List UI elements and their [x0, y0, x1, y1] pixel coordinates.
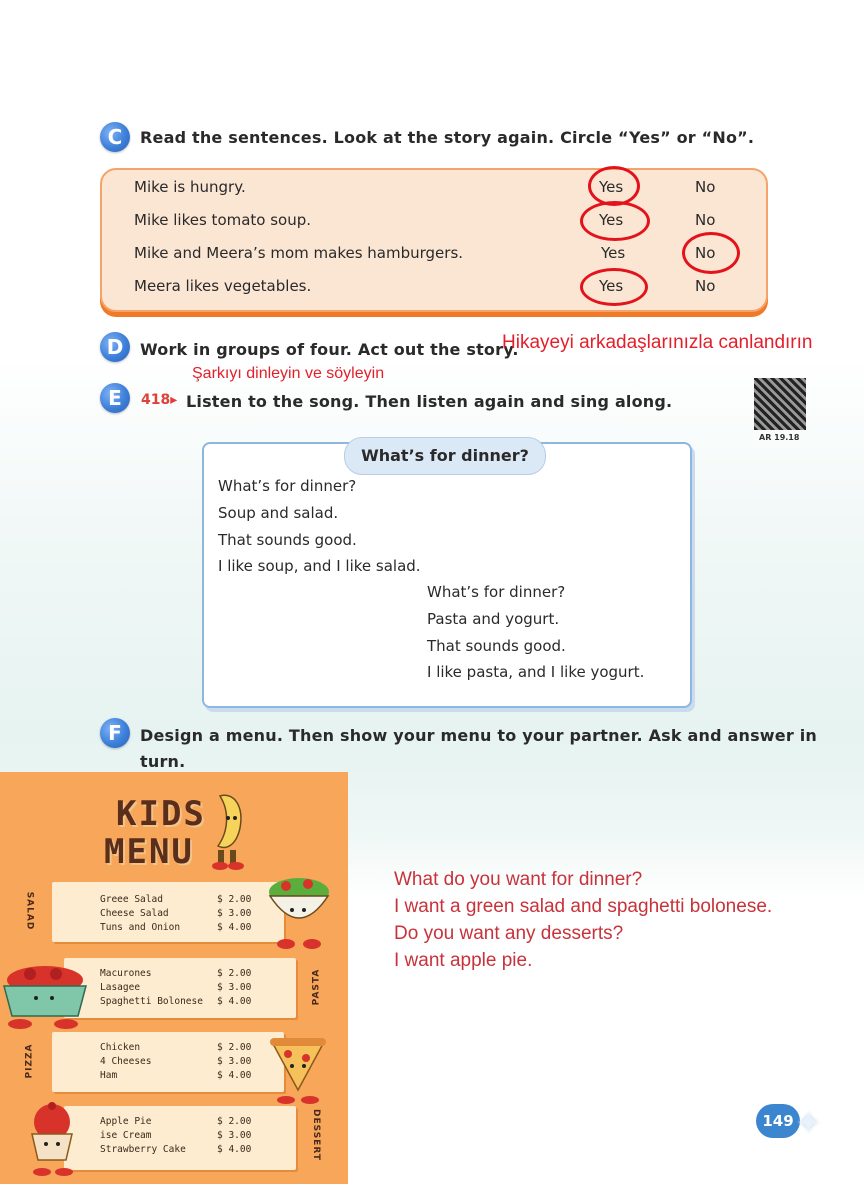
- section-f-instruction-line1: Design a menu. Then show your menu to your partner. Ask and answer in: [140, 726, 817, 745]
- salad-bowl-mascot-icon: [264, 870, 334, 950]
- answer-circle-2: [580, 201, 650, 241]
- section-d-translation: Hikayeyi arkadaşlarınızla canlandırın: [502, 332, 813, 353]
- menu-price: $ 3.00: [217, 982, 252, 993]
- song-line: I like pasta, and I like yogurt.: [427, 663, 645, 681]
- ar-code-label: AR 19.18: [759, 433, 800, 442]
- menu-title-kids: KIDS: [116, 794, 206, 834]
- audio-play-icon: ▸: [170, 392, 178, 408]
- menu-price: $ 3.00: [217, 1056, 252, 1067]
- song-line: I like soup, and I like salad.: [218, 557, 421, 575]
- menu-item: Greee Salad: [100, 894, 163, 905]
- sentence-4: Meera likes vegetables.: [134, 277, 312, 295]
- sentence-2: Mike likes tomato soup.: [134, 211, 312, 229]
- menu-price: $ 4.00: [217, 922, 252, 933]
- answer-circle-3: [682, 232, 740, 274]
- song-line: That sounds good.: [427, 637, 566, 655]
- qr-code-icon[interactable]: [754, 378, 806, 430]
- section-d-instruction: Work in groups of four. Act out the story.: [140, 340, 519, 359]
- menu-price: $ 2.00: [217, 1116, 252, 1127]
- yes-option-2[interactable]: Yes: [599, 211, 624, 229]
- dialog-line-1: What do you want for dinner?: [394, 869, 643, 890]
- pasta-bowl-mascot-icon: [0, 962, 90, 1032]
- menu-card-dessert: [64, 1106, 296, 1170]
- menu-item: Lasagee: [100, 982, 141, 993]
- sentence-3: Mike and Meera’s mom makes hamburgers.: [134, 244, 464, 262]
- yes-option-1[interactable]: Yes: [599, 178, 624, 196]
- audio-track-number: 418: [141, 392, 171, 408]
- song-line: What’s for dinner?: [427, 583, 566, 601]
- section-c-instruction: Read the sentences. Look at the story again. Circle “Yes” or “No”.: [140, 128, 755, 147]
- answer-circle-1: [588, 166, 640, 206]
- section-f-instruction-line2: turn.: [140, 752, 186, 771]
- sparkle-icon: ✦: [796, 1106, 822, 1141]
- menu-item: Spaghetti Bolonese: [100, 996, 203, 1007]
- audio-track-label[interactable]: [141, 392, 177, 408]
- section-e-badge: E: [100, 383, 130, 413]
- dialog-line-3: Do you want any desserts?: [394, 923, 624, 944]
- banana-mascot-icon: [200, 788, 256, 872]
- dialog-line-4: I want apple pie.: [394, 950, 533, 971]
- yes-option-3[interactable]: Yes: [601, 244, 626, 262]
- song-line: What’s for dinner?: [218, 477, 357, 495]
- menu-item: Tuns and Onion: [100, 922, 181, 933]
- no-option-2[interactable]: No: [695, 211, 716, 229]
- menu-price: $ 3.00: [217, 1130, 252, 1141]
- yes-no-box: [100, 168, 768, 312]
- menu-label-pizza: PIZZA: [24, 1043, 35, 1079]
- menu-price: $ 2.00: [217, 968, 252, 979]
- menu-item: ise Cream: [100, 1130, 152, 1141]
- section-e-translation: Şarkıyı dinleyin ve söyleyin: [192, 365, 385, 382]
- menu-item: Cheese Salad: [100, 908, 169, 919]
- menu-title-menu: MENU: [104, 832, 194, 872]
- section-e-instruction: Listen to the song. Then listen again and sing along.: [186, 392, 673, 411]
- menu-card-pasta: [64, 958, 296, 1018]
- page-number: 149: [756, 1104, 800, 1138]
- menu-item: Chicken: [100, 1042, 141, 1053]
- menu-price: $ 4.00: [217, 1144, 252, 1155]
- song-line: Pasta and yogurt.: [427, 610, 560, 628]
- menu-price: $ 4.00: [217, 996, 252, 1007]
- menu-item: Macurones: [100, 968, 152, 979]
- song-line: Soup and salad.: [218, 504, 339, 522]
- answer-circle-4: [580, 268, 648, 306]
- menu-item: Strawberry Cake: [100, 1144, 186, 1155]
- no-option-3[interactable]: No: [695, 244, 716, 262]
- menu-price: $ 2.00: [217, 894, 252, 905]
- section-d-badge: D: [100, 332, 130, 362]
- section-c-badge: C: [100, 122, 130, 152]
- menu-item: Apple Pie: [100, 1116, 152, 1127]
- menu-label-salad: SALAD: [24, 891, 35, 931]
- section-f-badge: F: [100, 718, 130, 748]
- menu-label-dessert: DESSERT: [311, 1109, 321, 1161]
- no-option-4[interactable]: No: [695, 277, 716, 295]
- pizza-slice-mascot-icon: [258, 1034, 338, 1106]
- menu-price: $ 3.00: [217, 908, 252, 919]
- dialog-line-2: I want a green salad and spaghetti bolonese.: [394, 896, 773, 917]
- menu-label-pasta: PASTA: [311, 968, 322, 1006]
- kids-menu: [0, 772, 348, 1184]
- yes-option-4[interactable]: Yes: [599, 277, 624, 295]
- no-option-1[interactable]: No: [695, 178, 716, 196]
- cupcake-mascot-icon: [12, 1100, 92, 1180]
- menu-item: Ham: [100, 1070, 118, 1081]
- song-title: What’s for dinner?: [344, 437, 546, 475]
- song-line: That sounds good.: [218, 531, 357, 549]
- menu-price: $ 4.00: [217, 1070, 252, 1081]
- sentence-1: Mike is hungry.: [134, 178, 246, 196]
- menu-item: 4 Cheeses: [100, 1056, 152, 1067]
- menu-price: $ 2.00: [217, 1042, 252, 1053]
